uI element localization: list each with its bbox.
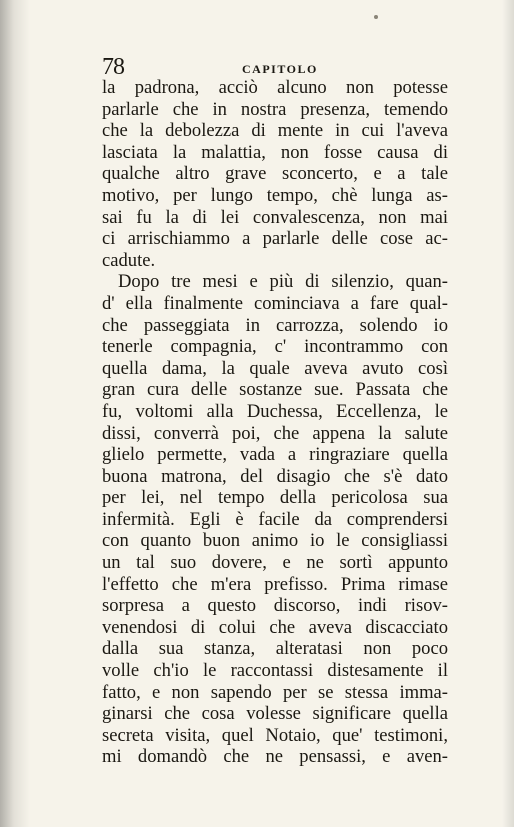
- text-line: motivo, per lungo tempo, chè lunga as-: [102, 184, 448, 206]
- body-text: [102, 77, 448, 768]
- text-line: sorpresa a questo discorso, indi risov-: [102, 595, 448, 617]
- text-line: cadute.: [102, 249, 156, 271]
- text-line: la padrona, acciò alcuno non potesse: [102, 77, 448, 98]
- text-line: mi domandò che ne pensassi, e aven-: [102, 746, 448, 768]
- page-number: 78: [102, 54, 124, 80]
- text-line: lasciata la malattia, non fosse causa di: [102, 141, 448, 163]
- text-line: per lei, nel tempo della pericolosa sua: [102, 487, 448, 509]
- text-line: venendosi di colui che aveva discacciato: [102, 616, 448, 638]
- text-line: dalla sua stanza, alteratasi non poco: [102, 638, 448, 660]
- text-line: che la debolezza di mente in cui l'aveva: [102, 120, 448, 142]
- text-line: infermità. Egli è facile da comprendersi: [102, 508, 448, 530]
- text-line: ci arrischiammo a parlarle delle cose ac-: [102, 228, 448, 250]
- text-line: fu, voltomi alla Duchessa, Eccellenza, le: [102, 400, 448, 422]
- text-line: dissi, converrà poi, che appena la salute: [102, 422, 448, 444]
- text-line: secreta visita, quel Notaio, que' testimoni,: [102, 724, 448, 746]
- running-head: CAPITOLO: [242, 62, 318, 76]
- text-line: tenerle compagnia, c' incontrammo con: [102, 336, 448, 358]
- text-line: che passeggiata in carrozza, solendo io: [102, 314, 448, 336]
- text-line: quella dama, la quale aveva avuto così: [102, 357, 448, 379]
- text-line: fatto, e non sapendo per se stessa imma-: [102, 681, 448, 703]
- text-line: l'effetto che m'era prefisso. Prima rimase: [102, 573, 448, 595]
- text-line: parlarle che in nostra presenza, temendo: [102, 98, 448, 120]
- text-line: d' ella finalmente cominciava a fare qual-: [102, 292, 448, 314]
- text-line: un tal suo dovere, e ne sortì appunto: [102, 552, 448, 574]
- paper-speck: [374, 15, 378, 19]
- text-line: sai fu la di lei convalescenza, non mai: [102, 206, 448, 228]
- text-line: volle ch'io le raccontassi distesamente il: [102, 660, 448, 682]
- text-line: glielo permette, vada a ringraziare quella: [102, 444, 448, 466]
- text-line: buona matrona, del disagio che s'è dato: [102, 465, 448, 487]
- text-line: qualche altro grave sconcerto, e a tale: [102, 163, 448, 185]
- text-line: ginarsi che cosa volesse significare quella: [102, 703, 448, 725]
- text-line: gran cura delle sostanze sue. Passata che: [102, 379, 448, 401]
- text-line: con quanto buon animo io le consigliassi: [102, 530, 448, 552]
- text-line: Dopo tre mesi e più di silenzio, quan-: [118, 271, 448, 293]
